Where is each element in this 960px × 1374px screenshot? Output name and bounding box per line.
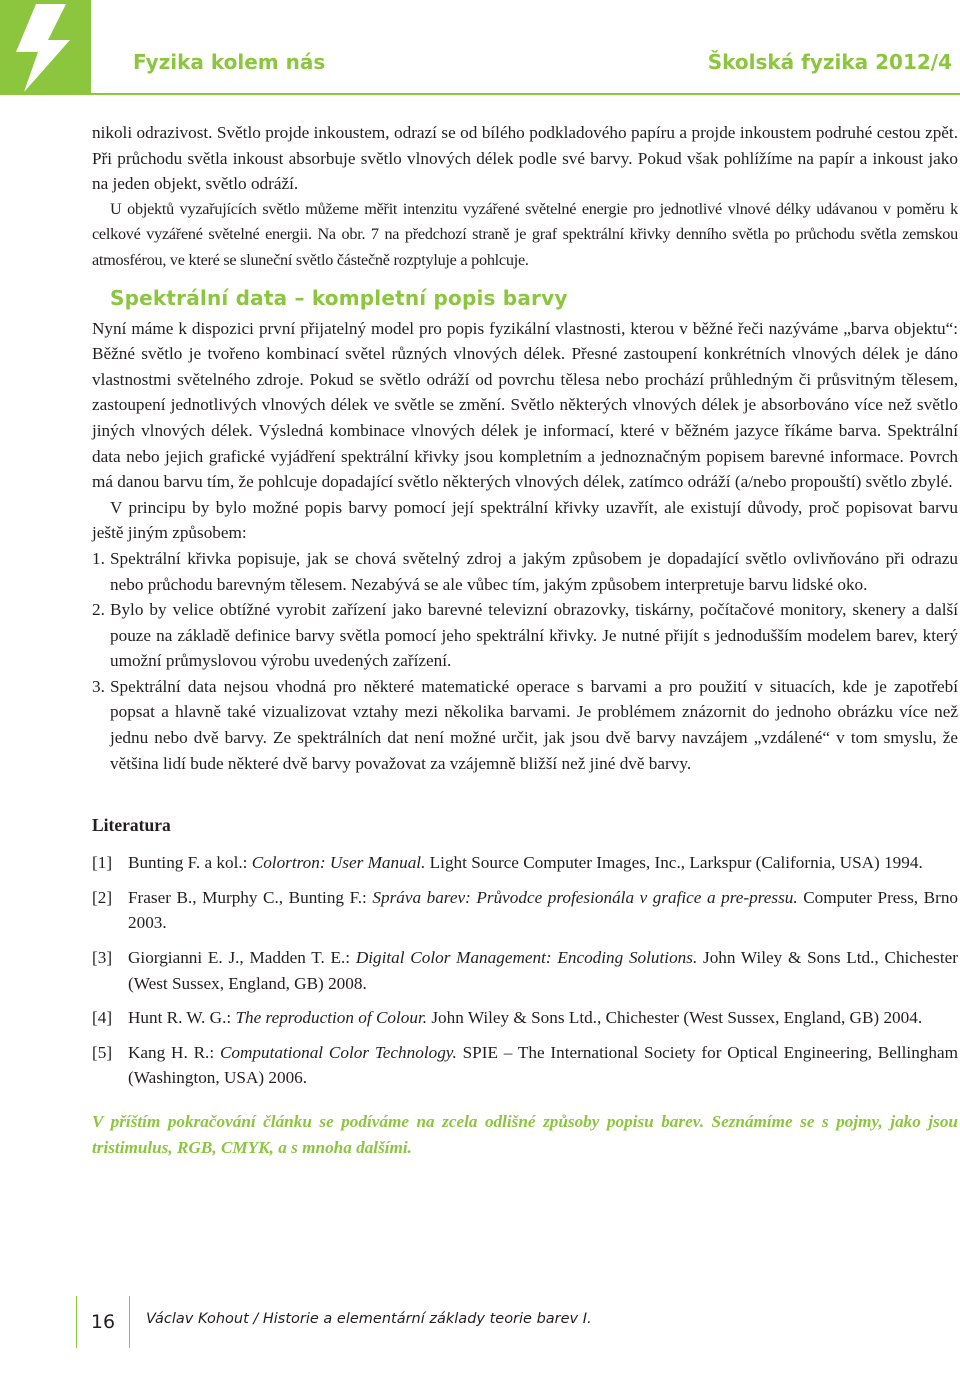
reference-authors: Hunt R. W. G.: xyxy=(128,1008,236,1028)
list-item-text: Bylo by velice obtížné vyrobit zařízení jako barevné televizní obrazovky, tiskárny, počítačové monitory, skenery a další pouze na základě definice barvy světla pomocí jeho spektrální křivky. Je nutné přijít s jednodušším modelem barev, který umožní průmyslovou výrobu uvedených zařízení. xyxy=(110,600,958,671)
section-paragraph-1: Nyní máme k dispozici první přijatelný model pro popis fyzikální vlastnosti, kterou v běžné řeči nazýváme „barva objektu“: Běžné světlo je tvořeno kombinací světel různých vlnových délek. Přesné zastoupení konkrétních vlnových délek je dáno vlastnostmi světelného zdroje. Pokud se světlo odráží od povrchu tělesa nebo prochází průhledným či průsvitným tělesem, zastoupení jednotlivých vlnových délek ve světle se změní. Světlo některých vlnových délek je absorbováno více než světlo jiných vlnových délek. Výsledná kombinace vlnových délek je informací, které v běžném jazyce říkáme barva. Spektrální data nebo jejich grafické vyjádření spektrální křivky jsou kompletním a jednoznačným popisem barevné informace. Povrch má danou barvu tím, že pohlcuje dopadající světlo některých vlnových délek, zatímco odráží (a/nebo propouští) světlo zbylé. xyxy=(92,318,958,492)
reference-authors: Giorgianni E. J., Madden T. E.: xyxy=(128,948,356,968)
footer-author-line: Václav Kohout / Historie a elementární základy teorie barev I. xyxy=(146,1311,592,1327)
reference-title: Colortron: User Manual. xyxy=(251,853,426,873)
reference-item xyxy=(92,850,958,876)
list-item xyxy=(92,597,958,674)
reference-title: Digital Color Management: Encoding Solutions. xyxy=(355,948,698,968)
reference-item xyxy=(92,945,958,996)
article-body xyxy=(92,120,958,1160)
reference-authors: Bunting F. a kol.: xyxy=(128,853,252,873)
reference-number: [3] xyxy=(92,948,113,968)
reference-publisher: Computer Press, Brno 2003. xyxy=(128,887,959,933)
list-item-number: 2. xyxy=(92,600,105,620)
list-item xyxy=(92,546,958,597)
page-header xyxy=(0,0,960,95)
list-item-number: 3. xyxy=(92,676,105,696)
reference-item xyxy=(92,885,958,936)
reference-number: [5] xyxy=(92,1042,113,1062)
next-issue-teaser: V příštím pokračování článku se podíváme na zcela odlišné způsoby popisu barev. Seznámíme se s pojmy, jako jsou tristimulus, RGB, CMYK, a s mnoha dalšími. xyxy=(92,1112,958,1157)
reference-title: Správa barev: Průvodce profesionála v grafice a pre-pressu. xyxy=(372,887,798,907)
reference-publisher: SPIE – The International Society for Optical Engineering, Bellingham (Washington, USA) 2006. xyxy=(128,1042,958,1088)
journal-issue: Školská fyzika 2012/4 xyxy=(707,50,952,74)
section-title: Fyzika kolem nás xyxy=(133,50,326,74)
reference-publisher: Light Source Computer Images, Inc., Larkspur (California, USA) 1994. xyxy=(425,853,923,873)
reference-authors: Kang H. R.: xyxy=(128,1042,220,1062)
reference-number: [2] xyxy=(92,887,113,907)
list-item-text: Spektrální data nejsou vhodná pro některé matematické operace s barvami a pro použití v situacích, kde je zapotřebí popsat a hlavně také vizualizovat vztahy mezi několika barvami. Je problémem znázornit do jednoho obrázku více než jednu nebo dvě barvy. Ze spektrálních dat není možné určit, jak jsou dvě barvy navzájem „vzdálené“ v tom smyslu, že většina lidí bude některé dvě barvy považovat za vzájemně bližší než jiné dvě barvy. xyxy=(110,676,958,773)
intro-paragraph-1: nikoli odrazivost. Světlo projde inkoustem, odrazí se od bílého podkladového papíru a projde inkoustem podruhé cestou zpět. Při průchodu světla inkoust absorbuje světlo vlnových délek podle své barvy. Pokud však pohlížíme na papír a inkoust jako na jeden objekt, světlo odráží. xyxy=(92,123,958,194)
reference-item xyxy=(92,1040,958,1091)
reference-number: [4] xyxy=(92,1008,113,1028)
journal-logo xyxy=(0,0,91,93)
list-item xyxy=(92,674,958,776)
reference-authors: Fraser B., Murphy C., Bunting F.: xyxy=(128,887,373,907)
literature-heading: Literatura xyxy=(92,815,171,836)
section-heading: Spektrální data – kompletní popis barvy xyxy=(110,285,568,310)
reasons-list xyxy=(92,546,958,776)
reference-publisher: John Wiley & Sons Ltd., Chichester (West Sussex, England, GB) 2008. xyxy=(128,948,958,993)
reference-number: [1] xyxy=(92,853,113,873)
page-number: 16 xyxy=(76,1296,130,1348)
list-item-text: Spektrální křivka popisuje, jak se chová světelný zdroj a jakým způsobem je dopadající světlo ovlivňováno při odrazu nebo průchodu barevným tělesem. Nezabývá se ale vůbec tím, jakým způsobem interpretuje barvu lidské oko. xyxy=(110,548,958,594)
reference-title: The reproduction of Colour. xyxy=(235,1008,428,1028)
list-item-number: 1. xyxy=(92,548,105,568)
reference-list xyxy=(92,850,958,1091)
section-paragraph-2: V principu by bylo možné popis barvy pomocí její spektrální křivky uzavřít, ale existují důvody, proč popisovat barvu ještě jiným způsobem: xyxy=(92,497,958,543)
reference-item xyxy=(92,1005,958,1031)
intro-paragraph-2: U objektů vyzařujících světlo můžeme měřit intenzitu vyzářené světelné energie pro jednotlivé vlnové délky udávanou v poměru k celkové vyzářené světelné energii. Na obr. 7 na předchozí straně je graf spektrální křivky denního světla po průchodu světla zemskou atmosférou, ve které se sluneční světlo částečně rozptyluje a pohlcuje. xyxy=(92,199,958,269)
reference-title: Computational Color Technology. xyxy=(219,1042,457,1062)
lightning-bolt-icon xyxy=(0,0,91,93)
reference-publisher: John Wiley & Sons Ltd., Chichester (West Sussex, England, GB) 2004. xyxy=(427,1008,923,1028)
